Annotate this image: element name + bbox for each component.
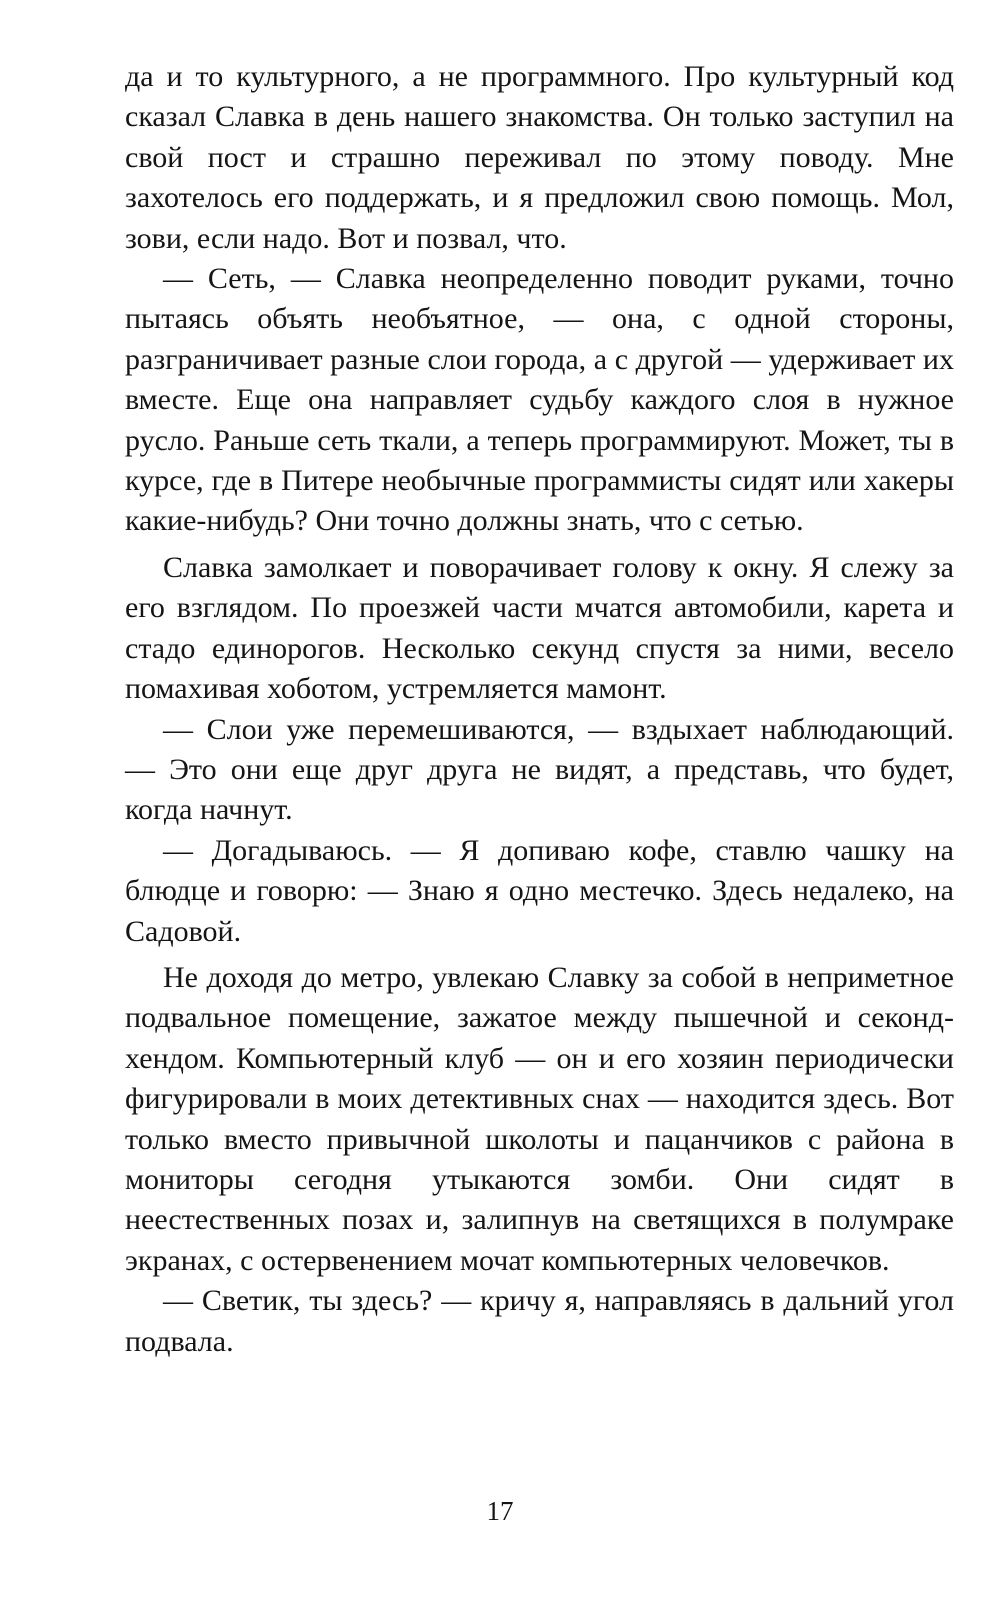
paragraph-7: — Светик, ты здесь? — кричу я, направляясь в дальний угол подвала.: [125, 1284, 954, 1358]
paragraph-1: да и то культурного, а не программного. Про культурный код сказал Славка в день нашего знакомства. Он только заступил на свой пост и страшно переживал по этому поводу. Мне захотелось его поддержать, и я предложил свою помощь. Мол, зови, если надо. Вот и позвал, что.: [125, 60, 954, 255]
paragraph-3: Славка замолкает и поворачивает голову к окну. Я слежу за его взглядом. По проезжей части мчатся автомобили, карета и стадо единорогов. Несколько секунд спустя за ними, весело помахивая хоботом, устремляется мамонт.: [125, 550, 954, 706]
paragraph-4: — Слои уже перемешиваются, — вздыхает наблюдающий. — Это они еще друг друга не видят, а представь, что будет, когда начнут.: [125, 712, 954, 827]
body-text: [125, 57, 954, 1362]
page-number: 17: [486, 1496, 514, 1526]
paragraph-6: Не доходя до метро, увлекаю Славку за собой в неприметное подвальное помещение, зажатое между пышечной и секонд-хендом. Компьютерный клуб — он и его хозяин периодически фигурировали в моих детективных снах — находится здесь. Вот только вместо привычной школоты и пацанчиков с района в мониторы сегодня утыкаются зомби. Они сидят в неестественных позах и, залипнув на светящихся в полумраке экранах, с остервенением мочат компьютерных человечков.: [125, 960, 954, 1277]
paragraph-5: — Догадываюсь. — Я допиваю кофе, ставлю чашку на блюдце и говорю: — Знаю я одно местечко. Здесь недалеко, на Садовой.: [125, 833, 954, 948]
paragraph-2: — Сеть, — Славка неопределенно поводит руками, точно пытаясь объять необъятное, — она, с одной стороны, разграничивает разные слои города, а с другой — удерживает их вместе. Еще она направляет судьбу каждого слоя в нужное русло. Раньше сеть ткали, а теперь программируют. Может, ты в курсе, где в Питере необычные программисты сидят или хакеры какие-нибудь? Они точно должны знать, что с сетью.: [125, 262, 954, 538]
